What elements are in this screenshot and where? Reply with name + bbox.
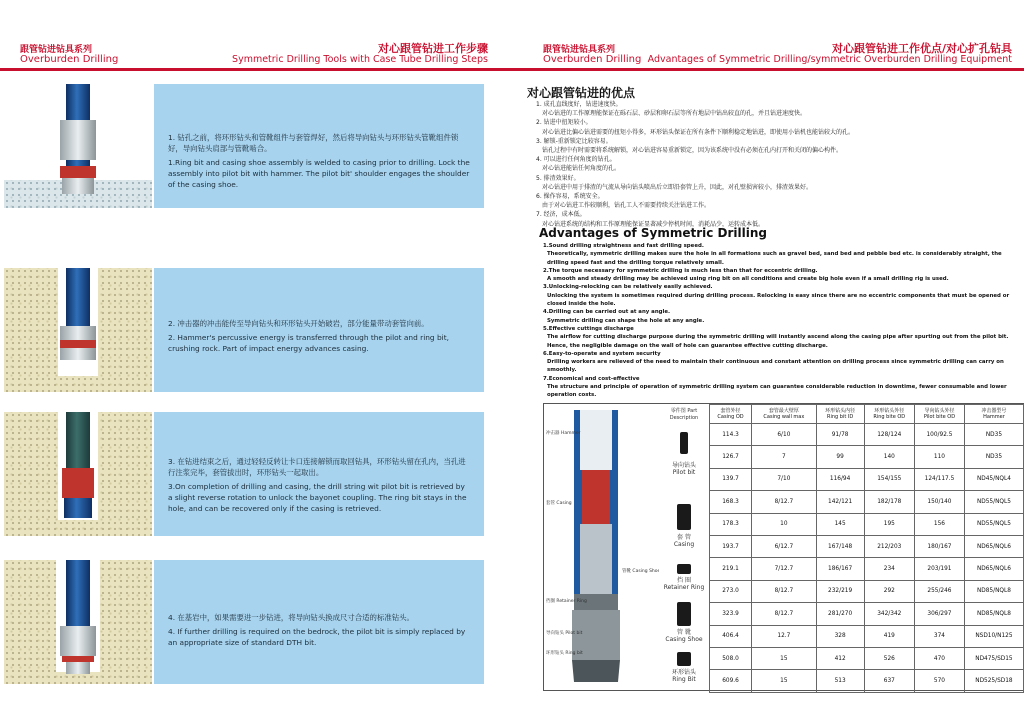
table-cell: 145 <box>816 513 864 535</box>
advantages-cn-title: 对心跟管钻进的优点 <box>527 86 636 100</box>
adv-cn-line: 3. 解锁-重新锁定比较容易。 <box>536 137 612 145</box>
table-row <box>710 603 1024 625</box>
table-cell: 470 <box>915 647 965 669</box>
ring-bit-part-image <box>677 652 691 666</box>
adv-cn-line: 6. 操作容易，系统安全。 <box>536 193 604 201</box>
hammer-piston-shape <box>582 470 610 524</box>
step-4-illustration <box>4 560 152 684</box>
table-cell: 7/12.7 <box>752 558 817 580</box>
header-rule <box>512 68 1024 71</box>
adv-en-heading: 1.Sound drilling straightness and fast drilling speed. <box>543 243 704 249</box>
parts-header-cn: 零件图 <box>670 408 686 414</box>
step-2-en: 2. Hammer's percussive energy is transferred through the pilot and ring bit, crushing rock. Part of impact energy advances casing. <box>168 333 449 353</box>
table-cell: 6/12.7 <box>752 535 817 557</box>
table-cell: 91/78 <box>816 424 864 446</box>
table-cell: 281/270 <box>816 603 864 625</box>
adv-cn-line: 对心钻进的工作原理能保证在砾石层、砂层和卵石层等所有地层中钻出较直的孔，并且钻进速度快。 <box>542 110 807 118</box>
table-row <box>710 580 1024 602</box>
step-2-cn: 2. 冲击器的冲击能传至导向钻头和环形钻头开始破岩，部分能量带动套管向前。 <box>168 319 429 328</box>
table-row <box>710 670 1024 692</box>
table-cell: 406.4 <box>710 625 752 647</box>
col-casing-od: 套管外径 Casing OD <box>710 405 752 424</box>
table-cell: 6/10 <box>752 424 817 446</box>
table-cell: 637 <box>864 670 915 692</box>
adv-en-body: The airflow for cutting discharge purpose during the symmetric drilling will instantly ascend along the casing pipe after spurting out from the pilot bit. Hence, the negligible damage on the wall of hole can guarantee effective cutting discharge. <box>547 334 1009 349</box>
adv-en-heading: 7.Economical and cost-effective <box>543 375 640 382</box>
table-cell: 526 <box>864 647 915 669</box>
cutaway-drawing <box>544 404 659 690</box>
adv-en-heading: 2.The torque necessary for symmetric drilling is much less than that for eccentric drilling. <box>543 267 818 274</box>
adv-cn-line: 1. 成孔直线度好，钻进速度快。 <box>536 101 622 108</box>
table-cell: 186/167 <box>816 558 864 580</box>
table-cell: 8/12.7 <box>752 580 817 602</box>
table-cell: 100/92.5 <box>915 424 965 446</box>
adv-en-heading: 6.Easy-to-operate and system security <box>543 350 661 357</box>
advantages-en-title: Advantages of Symmetric Drilling <box>539 226 767 240</box>
adv-en-body: Symmetric drilling can shape the hole at any angle. <box>547 317 705 324</box>
step-4-cn: 4. 在基岩中，如果需要进一步钻进，将导向钻头换成尺寸合适的标准钻头。 <box>168 613 414 622</box>
table-cell: ND525/SD18 <box>964 670 1023 692</box>
table-cell: ND85/NQL8 <box>964 603 1023 625</box>
series-en: Overburden Drilling <box>20 54 119 65</box>
table-cell: ND65/NQL6 <box>964 558 1023 580</box>
col-pilot-bit-od: 导向钻头外径 Pilot bite OD <box>915 405 965 424</box>
label-pilot-bit: 导向钻头 Pilot bit <box>546 631 583 636</box>
table-cell: 142/121 <box>816 491 864 513</box>
adv-cn-line: 4. 可以进行任何角度的钻孔。 <box>536 156 616 164</box>
step-3-cn: 3. 在钻进结束之后，通过轻轻反转让卡口连接解锁而取回钻具，环形钻头留在孔内，当孔进行注浆完毕，套管拔出时，环形钻头一起取出。 <box>168 457 466 477</box>
table-cell: 154/155 <box>864 468 915 490</box>
table-cell: ND35 <box>964 446 1023 468</box>
label-ring-bit: 环形钻头 Ring bit <box>546 651 583 656</box>
adv-cn-line: 2. 钻进中扭矩较小。 <box>536 119 592 127</box>
spec-table-body <box>710 424 1024 693</box>
table-cell: 12.7 <box>752 625 817 647</box>
casing-part-image <box>677 504 691 530</box>
table-cell: 255/246 <box>915 580 965 602</box>
table-cell: 182/178 <box>864 491 915 513</box>
table-cell: 8/12.7 <box>752 491 817 513</box>
table-row <box>710 491 1024 513</box>
label-casing-shoe: 管靴 Casing Shoe <box>622 569 659 574</box>
part-casing-shoe: 管 靴 Casing Shoe <box>665 629 703 643</box>
part-casing: 套 管 Casing <box>673 534 695 548</box>
table-row <box>710 625 1024 647</box>
adv-cn-line: 5. 排渣效果好。 <box>536 174 580 182</box>
right-header <box>512 0 1024 70</box>
table-cell: ND85/NQL8 <box>964 580 1023 602</box>
page-title-en: Symmetric Drilling Tools with Case Tube Drilling Steps <box>232 54 488 65</box>
adv-cn-line: 对心钻进系统的结构和工作原理能保证显著减少停机时间，消耗品少，运转成本低。 <box>542 220 765 228</box>
hammer-shape <box>580 410 612 470</box>
step-3-en: 3.On completion of drilling and casing, the drill string wit pilot bit is retrieved by a slight reverse rotation to unlock the bayonet coupling. The ring bit stays in the hole, and can be recovered only if the casing is retrieved. <box>168 482 467 513</box>
label-casing: 套管 Casing <box>546 501 572 506</box>
table-cell: 508.0 <box>710 647 752 669</box>
table-cell: NSD10/N125 <box>964 625 1023 647</box>
retainer-ring-part-image <box>677 564 691 574</box>
adv-en-body: A smooth and steady drilling may be achieved using ring bit on all conditions and create big hole even if a small drilling rig is used. <box>547 276 949 283</box>
step-2 <box>4 268 492 392</box>
step-3-text <box>154 412 484 536</box>
step-3-illustration <box>4 412 152 536</box>
table-cell: 156 <box>915 513 965 535</box>
part-ring-bit: 环形钻头 Ring Bit <box>671 669 696 683</box>
adv-en-body: Unlocking the system is sometimes required during drilling process. Relocking is easy since there are no eccentric components that must be opened or closed inside the hole. <box>547 292 1010 308</box>
adv-en-body: Drilling workers are relieved of the need to maintain their continuous and constant attention on drilling process since symmetric drilling can carry on smoothly. <box>547 359 1004 374</box>
table-cell: 8/12.7 <box>752 603 817 625</box>
table-cell: 10 <box>752 513 817 535</box>
adv-en-heading: 3.Unlocking-relocking can be relatively easily achieved. <box>543 284 713 291</box>
part-retainer-ring: 挡 圈 Retainer Ring <box>663 577 705 591</box>
table-cell: 193.7 <box>710 535 752 557</box>
table-row <box>710 535 1024 557</box>
ring-bit-shape <box>572 660 620 682</box>
table-cell: 15 <box>752 670 817 692</box>
adv-en-body: Theoretically, symmetric drilling makes sure the hole in all formations such as gravel bed, sand bed and pebble bed etc. is considerably straight, the drilling speed fast and the drilling torque relatively small. <box>547 251 1002 266</box>
table-cell: 126.7 <box>710 446 752 468</box>
step-3 <box>4 412 492 536</box>
step-2-illustration <box>4 268 152 392</box>
step-4 <box>4 560 492 684</box>
table-cell: ND35 <box>964 424 1023 446</box>
step-4-text <box>154 560 484 684</box>
table-row <box>710 513 1024 535</box>
parts-header <box>659 408 709 422</box>
parts-header-en: Part Description <box>669 408 699 421</box>
table-row <box>710 558 1024 580</box>
pilot-bit-part-image <box>680 432 688 454</box>
table-cell: 212/203 <box>864 535 915 557</box>
table-cell: 323.9 <box>710 603 752 625</box>
label-hammer: 冲击器 Hammer <box>546 431 581 436</box>
table-cell: 513 <box>816 670 864 692</box>
step-1-en: 1.Ring bit and casing shoe assembly is welded to casing prior to drilling. Lock the assembly into pilot bit with hammer. The pilot bit' shoulder engages the shoulder of the casing shoe. <box>168 158 470 189</box>
table-cell: 234 <box>864 558 915 580</box>
adv-en-heading: 5.Effective cuttings discharge <box>543 325 634 332</box>
page-title-cn: 对心跟管钻进工作优点/对心扩孔钻具 <box>831 42 1012 55</box>
table-cell: 7/10 <box>752 468 817 490</box>
table-cell: 195 <box>864 513 915 535</box>
table-cell: ND55/NQL5 <box>964 491 1023 513</box>
spec-table <box>709 404 1024 693</box>
adv-cn-line: 对心钻进比偏心钻进需要的扭矩小得多，环形钻头保证在所有条件下顺利稳定地钻进，即使用小钻机也能钻较大的孔。 <box>542 128 855 136</box>
adv-en-body: The structure and principle of operation of symmetric drilling system can guarantee considerable reduction in downtime, fewer consumable and lower operation costs. <box>547 384 1007 399</box>
series-en: Overburden Drilling <box>543 54 642 65</box>
table-cell: ND475/SD15 <box>964 647 1023 669</box>
table-cell: 128/124 <box>864 424 915 446</box>
table-cell: 328 <box>816 625 864 647</box>
casing-shoe-part-image <box>677 602 691 626</box>
col-ring-bit-id: 环形钻头内径 Ring bit ID <box>816 405 864 424</box>
table-cell: 178.3 <box>710 513 752 535</box>
adv-cn-line: 7. 经济，成本低。 <box>536 211 586 219</box>
step-1-cn: 1. 钻孔之前，将环形钻头和管靴组件与套管焊好，然后将导向钻头与环形钻头管靴组件锁好，导向钻头肩部与管靴啮合。 <box>168 133 459 153</box>
advantages-en-list <box>543 242 1021 400</box>
table-cell: 609.6 <box>710 670 752 692</box>
table-cell: 114.3 <box>710 424 752 446</box>
adv-cn-line: 由于对心钻进工作较顺利，钻孔工人不需要持续关注钻进工作。 <box>542 202 711 210</box>
label-retainer-ring: 挡圈 Retainer Ring <box>546 599 587 604</box>
table-cell: 180/167 <box>915 535 965 557</box>
table-cell: 419 <box>864 625 915 647</box>
table-cell: 124/117.5 <box>915 468 965 490</box>
equipment-spec-panel <box>543 403 1024 691</box>
table-cell: 15 <box>752 647 817 669</box>
table-cell: 306/297 <box>915 603 965 625</box>
table-cell: 116/94 <box>816 468 864 490</box>
page-title-cn: 对心跟管钻进工作步骤 <box>378 42 488 55</box>
table-row <box>710 446 1024 468</box>
table-cell: ND65/NQL6 <box>964 535 1023 557</box>
series-cn: 跟管钻进钻具系列 <box>20 45 93 55</box>
adv-cn-line: 钻孔过程中有时需要将系统解锁，对心钻进容易重新锁定，因为该系统中没有必须在孔内打开和关闭的偏心构件。 <box>542 147 843 155</box>
table-cell: 168.3 <box>710 491 752 513</box>
pilot-shank-shape <box>580 524 612 594</box>
table-cell: 570 <box>915 670 965 692</box>
table-cell: 273.0 <box>710 580 752 602</box>
adv-cn-line: 对心钻进中用于排渣的气流从导向钻头喷出后立即沿套管上升，因此，对孔壁损害较小，排渣效果好。 <box>542 183 813 191</box>
table-cell: 150/140 <box>915 491 965 513</box>
drilling-tool-cutaway-illustration <box>544 404 659 690</box>
spec-table-header-row <box>710 405 1024 424</box>
table-cell: 342/342 <box>864 603 915 625</box>
col-hammer: 冲击器型号 Hammer <box>964 405 1023 424</box>
table-cell: 203/191 <box>915 558 965 580</box>
advantages-cn-list <box>536 100 1006 229</box>
step-1-text <box>154 84 484 208</box>
step-1-illustration <box>4 84 152 208</box>
table-cell: 7 <box>752 446 817 468</box>
col-ring-bit-od: 环形钻头外径 Ring bite OD <box>864 405 915 424</box>
table-cell: 219.1 <box>710 558 752 580</box>
table-cell: 140 <box>864 446 915 468</box>
header-rule <box>0 68 512 71</box>
table-cell: 110 <box>915 446 965 468</box>
left-header <box>0 0 512 70</box>
table-cell: 292 <box>864 580 915 602</box>
table-cell: 99 <box>816 446 864 468</box>
step-4-en: 4. If further drilling is required on the bedrock, the pilot bit is simply replaced by an appropriate size of standard DTH bit. <box>168 627 466 647</box>
table-cell: ND45/NQL4 <box>964 468 1023 490</box>
part-pilot-bit: 导向钻头 Pilot bit <box>671 462 696 476</box>
table-cell: ND55/NQL5 <box>964 513 1023 535</box>
table-cell: 374 <box>915 625 965 647</box>
table-cell: 167/148 <box>816 535 864 557</box>
adv-cn-line: 对心钻进能钻任何角度的孔。 <box>542 165 621 173</box>
table-cell: 139.7 <box>710 468 752 490</box>
parts-column <box>659 404 709 690</box>
step-2-text <box>154 268 484 392</box>
table-cell: 232/219 <box>816 580 864 602</box>
table-cell: 412 <box>816 647 864 669</box>
table-row <box>710 647 1024 669</box>
adv-en-heading: 4.Drilling can be carried out at any angle. <box>543 309 671 316</box>
step-1 <box>4 84 492 208</box>
table-row <box>710 424 1024 446</box>
table-row <box>710 468 1024 490</box>
series-cn: 跟管钻进钻具系列 <box>543 45 616 55</box>
page-title-en: Advantages of Symmetric Drilling/symmetric Overburden Drilling Equipment <box>647 54 1012 65</box>
col-casing-wall: 套管最大壁厚 Casing wall max <box>752 405 817 424</box>
